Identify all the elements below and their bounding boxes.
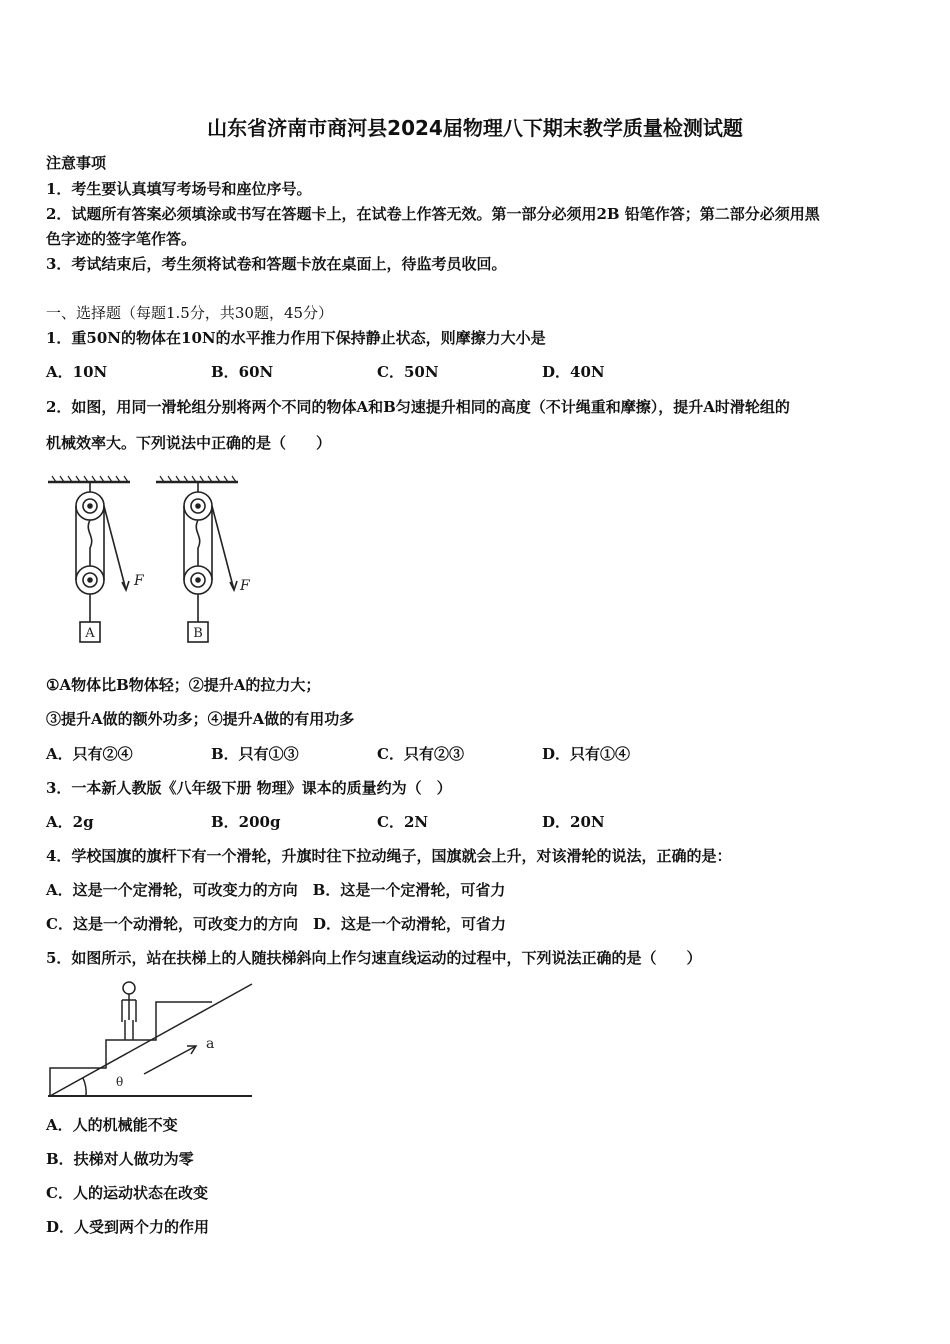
q3-option-b[interactable]: B．200g bbox=[211, 813, 281, 831]
acceleration-label: a bbox=[206, 1036, 215, 1052]
section-heading: 一、选择题（每题1.5分，共30题，45分） bbox=[46, 304, 334, 322]
q2-stem-line1: 2．如图，用同一滑轮组分别将两个不同的物体A和B匀速提升相同的高度（不计绳重和摩擦），提升A时滑轮组的 bbox=[46, 398, 790, 416]
q1-stem: 1．重50N的物体在10N的水平推力作用下保持静止状态，则摩擦力大小是 bbox=[46, 329, 546, 347]
q1-option-d[interactable]: D．40N bbox=[542, 363, 605, 381]
box-label-a: A bbox=[85, 626, 95, 641]
escalator-figure bbox=[46, 978, 256, 1102]
q2-statement-1: ①A物体比B物体轻；②提升A的拉力大； bbox=[46, 676, 321, 694]
q5-option-b[interactable]: B．扶梯对人做功为零 bbox=[46, 1150, 194, 1168]
q5-option-a[interactable]: A．人的机械能不变 bbox=[46, 1116, 178, 1134]
pulley-figure bbox=[44, 472, 254, 652]
q3-option-a[interactable]: A．2g bbox=[46, 813, 94, 831]
q2-stem-line2: 机械效率大。下列说法中正确的是（ ） bbox=[46, 434, 332, 452]
q4-options-row1[interactable]: A．这是一个定滑轮，可改变力的方向 B．这是一个定滑轮，可省力 bbox=[46, 881, 506, 899]
force-label-right: F bbox=[240, 578, 250, 594]
q4-options-row2[interactable]: C．这是一个动滑轮，可改变力的方向 D．这是一个动滑轮，可省力 bbox=[46, 915, 506, 933]
q4-stem: 4．学校国旗的旗杆下有一个滑轮，升旗时往下拉动绳子，国旗就会上升，对该滑轮的说法，正确的是： bbox=[46, 847, 732, 865]
notice-item-2: 2．试题所有答案必须填涂或书写在答题卡上，在试卷上作答无效。第一部分必须用2B 铅笔作答；第二部分必须用黑 bbox=[46, 205, 820, 223]
q1-option-c[interactable]: C．50N bbox=[377, 363, 439, 381]
q5-stem: 5．如图所示，站在扶梯上的人随扶梯斜向上作匀速直线运动的过程中，下列说法正确的是（ ） bbox=[46, 949, 702, 967]
notice-item-3: 3．考试结束后，考生须将试卷和答题卡放在桌面上，待监考员收回。 bbox=[46, 255, 507, 273]
q2-option-d[interactable]: D．只有①④ bbox=[542, 745, 631, 763]
q2-statement-2: ③提升A做的额外功多；④提升A做的有用功多 bbox=[46, 710, 355, 728]
q1-option-b[interactable]: B．60N bbox=[211, 363, 274, 381]
q3-option-d[interactable]: D．20N bbox=[542, 813, 605, 831]
q1-option-a[interactable]: A．10N bbox=[46, 363, 108, 381]
force-label-left: F bbox=[134, 573, 144, 589]
q5-option-d[interactable]: D．人受到两个力的作用 bbox=[46, 1218, 210, 1236]
q3-option-c[interactable]: C．2N bbox=[377, 813, 429, 831]
notice-heading: 注意事项 bbox=[46, 154, 107, 172]
page-title: 山东省济南市商河县2024届物理八下期末教学质量检测试题 bbox=[207, 116, 743, 140]
q2-option-a[interactable]: A．只有②④ bbox=[46, 745, 133, 763]
q2-option-b[interactable]: B．只有①③ bbox=[211, 745, 299, 763]
q2-option-c[interactable]: C．只有②③ bbox=[377, 745, 464, 763]
notice-item-1: 1．考生要认真填写考场号和座位序号。 bbox=[46, 180, 312, 198]
q3-stem: 3．一本新人教版《八年级下册 物理》课本的质量约为（ ） bbox=[46, 779, 452, 797]
notice-item-2-cont: 色字迹的签字笔作答。 bbox=[46, 230, 197, 248]
angle-label: θ bbox=[116, 1075, 124, 1089]
box-label-b: B bbox=[193, 626, 203, 641]
q5-option-c[interactable]: C．人的运动状态在改变 bbox=[46, 1184, 208, 1202]
